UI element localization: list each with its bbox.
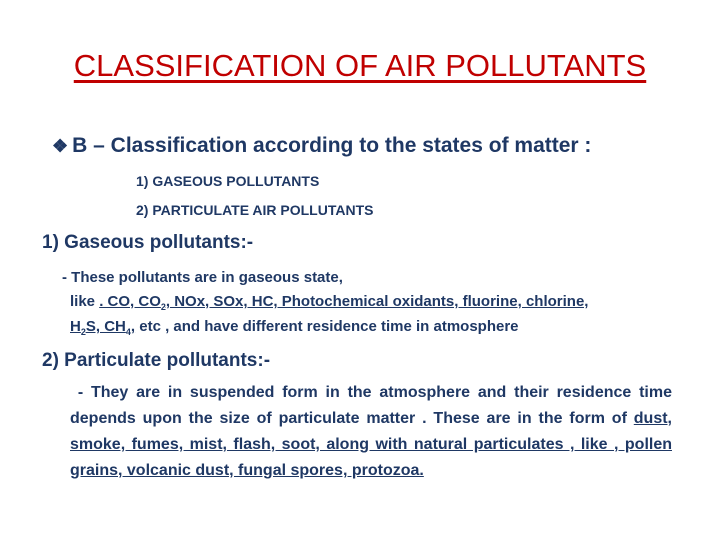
comma: ,	[130, 318, 136, 335]
bullet-text: B – Classification according to the states of matter :	[72, 134, 592, 157]
particulate-examples: dust, smoke, fumes, mist, flash, soot, along with natural particulates , like , pollen grains, volcanic dust, fungal spores, protozoa.	[70, 410, 672, 479]
gaseous-co: . CO, CO	[99, 293, 161, 310]
gaseous-line-1: - These pollutants are in gaseous state,	[62, 269, 343, 286]
gaseous-line-3-rest: etc , and have different residence time in atmosphere	[135, 318, 519, 335]
sub-item-gaseous: 1) GASEOUS POLLUTANTS	[136, 173, 320, 189]
gaseous-line-3	[70, 315, 672, 344]
gaseous-list: , NOx, SOx, HC, Photochemical oxidants, fluorine, chlorine,	[165, 293, 589, 310]
sub-item-particulate: 2) PARTICULATE AIR POLLUTANTS	[136, 202, 374, 218]
subscript: 2	[80, 327, 86, 337]
particulate-text: - They are in suspended form in the atmosphere and their residence time depends upon the size of particulate matter . These are in the form of	[70, 384, 672, 427]
subscript: 4	[125, 327, 131, 337]
bullet-heading	[52, 134, 591, 158]
slide-title: CLASSIFICATION OF AIR POLLUTANTS	[73, 48, 647, 83]
gaseous-examples	[99, 293, 588, 310]
subscript: 2	[160, 302, 166, 312]
gaseous-line-2-prefix: like	[70, 293, 100, 310]
particulate-paragraph	[70, 380, 672, 484]
diamond-bullet-icon: ❖	[52, 136, 69, 156]
section-heading-particulate: 2) Particulate pollutants:-	[42, 350, 271, 371]
h2s-s-ch: S, CH	[85, 318, 126, 335]
h2s-h: H	[70, 318, 81, 335]
gaseous-examples-2	[70, 318, 135, 335]
section-heading-gaseous: 1) Gaseous pollutants:-	[42, 232, 254, 253]
